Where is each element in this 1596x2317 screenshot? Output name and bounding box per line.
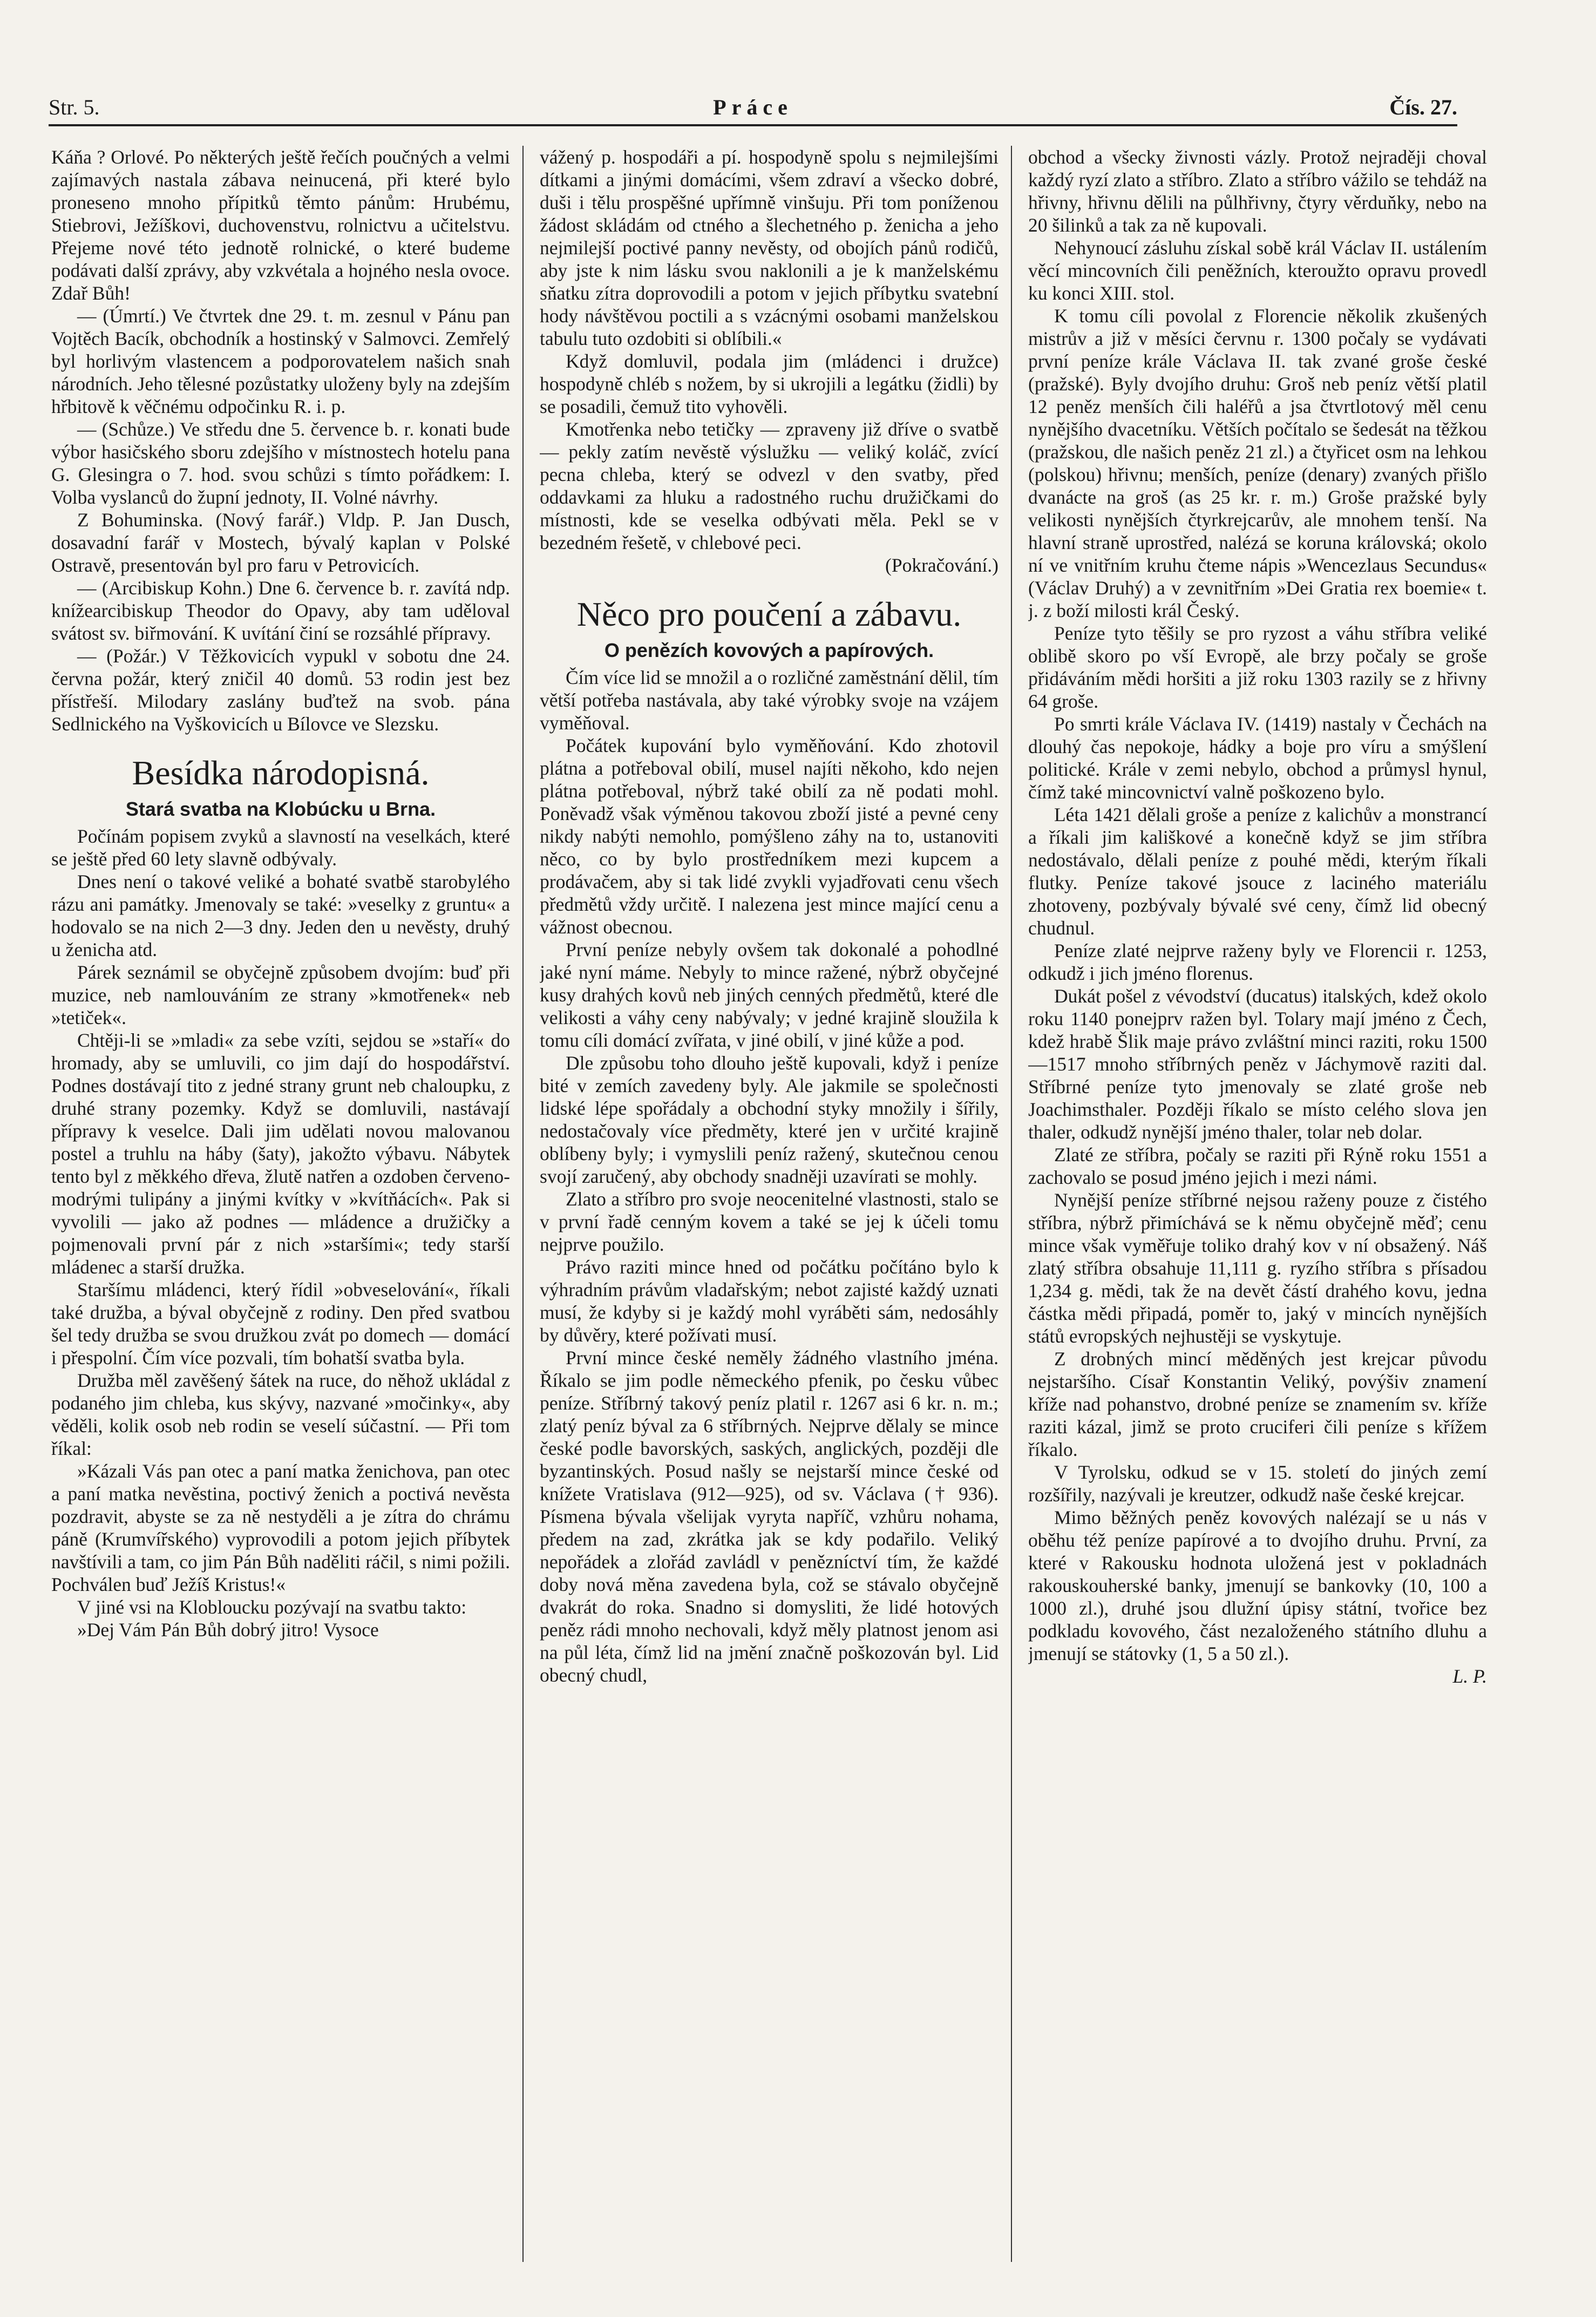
paragraph: Počínám popisem zvyků a slavností na veselkách, které se ještě před 60 lety slavně odbývaly. bbox=[51, 825, 510, 870]
paragraph: První mince české neměly žádného vlastního jména. Říkalo se jim podle německého pfenik, po česku vůbec peníze. Stříbrný takový peníz platil r. 1267 asi 6 kr. n. m.; zlatý peníz býval za 6 stříbrných. Nejprve dělaly se mince české podle bavorských, saských, anglických, později dle byzantinských. Posud našly se nejstarší mince české od knížete Vratislava (912—925), od sv. Václava († 936). Písmena bývala všelijak vyryta napříč, vzhůru nohama, předem na zad, zkrátka jak se kdy podařilo. Veliký nepořádek a zlořád zavládl v penězníctví tím, že každé doby nová měna zavedena byla, což se stávalo obyčejně dvakrát do roka. Snadno si domysliti, že lidé hotových peněz rádi mnoho nechovali, když měly platnost jenom asi na půl léta, čímž lid na jmění značně poškozován byl. Lid obecný chudl, bbox=[540, 1347, 999, 1686]
paragraph: Peníze zlaté nejprve raženy byly ve Florencii r. 1253, odkudž i jich jméno florenus. bbox=[1028, 940, 1487, 984]
section-heading: Besídka národopisná. bbox=[132, 754, 430, 792]
page-header bbox=[49, 86, 1457, 126]
section-subheading: Stará svatba na Klobúcku u Brna. bbox=[125, 798, 436, 820]
paragraph: — (Úmrtí.) Ve čtvrtek dne 29. t. m. zesnul v Pánu pan Vojtěch Bacík, obchodník a hostinský v Salmovci. Zemřelý byl horlivým vlastencem a podporovatelem našich snah národních. Jeho tělesné pozůstatky uloženy byly na zdejším hřbitově k věčnému odpočinku R. i. p. bbox=[51, 305, 510, 417]
page-number: Str. 5. bbox=[49, 95, 100, 119]
paragraph: Družba měl zavěšený šátek na ruce, do něhož ukládal z podaného jim chleba, kus skývy, nazvané »močinky«, aby věděli, kolik osob neb rodin se veselí súčastní. — Při tom říkal: bbox=[51, 1370, 510, 1459]
paragraph: — (Schůze.) Ve středu dne 5. července b. r. konati bude výbor hasičského sboru zdejšího v místnostech hotelu pana G. Glesingra o 7. hod. svou schůzi s tímto pořádkem: I. Volba vyslanců do župní jednoty, II. Volné návrhy. bbox=[51, 418, 510, 508]
paragraph: »Kázali Vás pan otec a paní matka ženichova, pan otec a paní matka nevěstina, poctivý ženich a poctivá nevěsta pozdravit, abyste se za ně nestyděli a je zítra do chrámu páně (Krumvířského) vyprovodili a potom jejich příbytek navštívili a tam, co jim Pán Bůh naděliti ráčil, s nimi požili. Pochválen buď Ježíš Kristus!« bbox=[51, 1460, 510, 1595]
paragraph: Z Bohuminska. (Nový farář.) Vldp. P. Jan Dusch, dosavadní farář v Mostech, bývalý kaplan v Polské Ostravě, presentován byl pro faru v Petrovicích. bbox=[51, 509, 510, 576]
paragraph: V jiné vsi na Klobloucku pozývají na svatbu takto: bbox=[77, 1596, 467, 1618]
paragraph: — (Arcibiskup Kohn.) Dne 6. července b. r. zavítá ndp. knížearcibiskup Theodor do Opavy, aby tam uděloval svátost sv. biřmování. K uvítání činí se rozsáhlé přípravy. bbox=[51, 577, 510, 644]
paragraph: V Tyrolsku, odkud se v 15. století do jiných zemí rozšířily, nazývali je kreutzer, odkudž naše české krejcar. bbox=[1028, 1461, 1487, 1506]
paragraph: Čím více lid se množil a o rozličné zaměstnání dělil, tím větší potřeba nastávala, aby také výrobky svoje na vzájem vyměňoval. bbox=[540, 667, 999, 734]
paragraph: Chtěji-li se »mladi« za sebe vzíti, sejdou se »staří« do hromady, aby se umluvili, co jim dají do hospodářství. Podnes dostávají tito z jedné strany grunt neb chaloupku, z druhé strany pozemky. Když se domluvili, nastávají přípravy k veselce. Dali jim udělati novou malovanou postel a truhlu na háby (šaty), jakožto výbavu. Nábytek tento byl z měkkého dřeva, žlutě natřen a ozdoben červeno-modrými tulipány a jinými kvítky v »kvítňácích«. Pak si vyvolili — jako až podnes — mládence a družičky a pojmenovali první pár z nich »staršími«; tedy starší mládenec a starší družka. bbox=[51, 1029, 510, 1278]
paragraph: Po smrti krále Václava IV. (1419) nastaly v Čechách na dlouhý čas nepokoje, hádky a boje pro víru a smýšlení politické. Krále v zemi nebylo, obchod a průmysl hynul, čímž také mincovnictví valně poškozeno bylo. bbox=[1028, 713, 1487, 803]
paragraph: Léta 1421 dělali groše a peníze z kalichův a monstrancí a říkali jim kališkové a konečně když se jim stříbra nedostávalo, dělali peníze z pouhé mědi, kterým říkali flutky. Peníze takové jsouce z laciného materiálu zhotoveny, pozbývaly bývalé své ceny, čímž lid obecný chudnul. bbox=[1028, 804, 1487, 939]
paragraph: — (Požár.) V Těžkovicích vypukl v sobotu dne 24. června požár, který zničil 40 domů. 53 rodin jest bez přístřeší. Milodary zaslány buďtež na svob. pána Sedlnického na Vyškovicích u Bílovce ve Slezsku. bbox=[51, 645, 510, 735]
paragraph: Dnes není o takové veliké a bohaté svatbě starobylého rázu ani památky. Jmenovaly se také: »veselky z gruntu« a hodovalo se na nich 2—3 dny. Jeden den u nevěsty, druhý u ženicha atd. bbox=[51, 871, 510, 960]
paragraph: Peníze tyto těšily se pro ryzost a váhu stříbra veliké oblibě skoro po vší Evropě, ale brzy počaly se groše přidáváním mědi horšiti a již roku 1303 razily se z hřivny 64 groše. bbox=[1028, 622, 1487, 712]
paragraph: Staršímu mládenci, který řídil »obveselování«, říkali také družba, a býval obyčejně z rodiny. Den před svatbou šel tedy družba se svou družkou zvát po domech — domácí i přespolní. Čím více pozvali, tím bohatší svatba byla. bbox=[51, 1279, 510, 1368]
paragraph: Z drobných mincí měděných jest krejcar původu nejstaršího. Císař Konstantin Veliký, povýšiv znamení kříže nad pohanstvo, drobné peníze se znamením sv. kříže raziti kázal, jimž se proto cruciferi čili peníze s křížem říkalo. bbox=[1028, 1348, 1487, 1460]
paragraph: První peníze nebyly ovšem tak dokonalé a pohodlné jaké nyní máme. Nebyly to mince ražené, nýbrž obyčejné kusy drahých kovů neb jiných cenných předmětů, které dle velikosti a váhy ceny nabývaly; v jedné krajině sloužila k tomu cíli domácí zvířata, v jiné obilí, v jiné kůže a pod. bbox=[540, 939, 999, 1051]
paragraph: Nehynoucí zásluhu získal sobě král Václav II. ustálením věcí mincovních čili peněžních, kteroužto opravu provedl ku konci XIII. stol. bbox=[1028, 237, 1487, 304]
issue-number: Čís. 27. bbox=[1389, 95, 1457, 119]
paragraph: »Dej Vám Pán Bůh dobrý jitro! Vysoce bbox=[77, 1619, 379, 1641]
paragraph: Počátek kupování bylo vyměňování. Kdo zhotovil plátna a potřeboval obilí, musel najíti někoho, kdo nejen plátna potřeboval, nýbrž také obilí za ně podati mohl. Poněvadž však výměnou takovou zboží jisté a pevné ceny nikdy nabýti nemohlo, pomýšleno záhy na to, ustanoviti něco, co by bylo prostředníkem mezi kupcem a prodávačem, aby si tak lidé zvykli vyjadřovati cenu všech předmětů vždy určitě. I nalezena jest mince mající cenu a vážnost obecnou. bbox=[540, 735, 999, 938]
paragraph: Káňa ? Orlové. Po některých ještě řečích poučných a velmi zajímavých nastala zábava neinucená, při které bylo proneseno mnoho přípitků těmto pánům: Hrubému, Stiebrovi, Ježíškovi, duchovenstvu, rolnictvu a učitelstvu. Přejeme nové této jednotě rolnické, o které budeme podávati další zprávy, aby vzkvétala a hojného nesla ovoce. Zdař Bůh! bbox=[51, 146, 510, 304]
column-rule bbox=[1011, 146, 1012, 2262]
column-2 bbox=[540, 146, 999, 2262]
column-rule bbox=[522, 146, 524, 2262]
paragraph: Právo raziti mince hned od počátku počítáno bylo k výhradním právům vladařským; nebot zajisté každý uznati musí, že kdyby si je každý mohl vyráběti sám, nedosáhly by důvěry, které požívati musí. bbox=[540, 1256, 999, 1346]
paragraph: Dukát pošel z vévodství (ducatus) italských, kdež okolo roku 1140 ponejprv ražen byl. Tolary mají jméno z Čech, kdež hrabě Šlik maje právo zvláštní minci raziti, roku 1500—1517 mnoho stříbrných peněz v Jáchymově raziti dal. Stříbrné peníze tyto jmenovaly se zlaté groše neb Joachimsthaler. Později říkalo se místo celého slova jen thaler, odkudž nynější jméno thaler, tolar neb dolar. bbox=[1028, 985, 1487, 1143]
paragraph: Když domluvil, podala jim (mládenci i družce) hospodyně chléb s nožem, by si ukrojili a legátku (židli) by se posadili, čemuž tito vyhověli. bbox=[540, 350, 999, 417]
section-heading: Něco pro poučení a zábavu. bbox=[576, 595, 962, 633]
column-3 bbox=[1028, 146, 1487, 2262]
paragraph: K tomu cíli povolal z Florencie několik zkušených mistrův a již v měsíci červnu r. 1300 počaly se vydávati první peníze krále Václava II. tak zvané groše české (pražské). Byly dvojího druhu: Groš neb peníz větší platil 12 peněz menších čili haléřů a jsa čtvrtlotový měl cenu nynějšího dvacetníku. Větších počítalo se šedesát na těžkou (pražskou, dle našich peněz 21 zl.) a čtyřicet osm na lehkou (polskou) hřivnu; menších, peníze (denary) zvaných přišlo dvanácte na groš (as 25 kr. r. m.) Groše pražské byly velikosti nynějších čtyrkrejcarův, ale mnohem tenší. Na hlavní straně uprostřed, nalézá se koruna královská; okolo ní ve vnitřním kruhu čteme nápis »Wencezlaus Secundus« (Václav Druhý) a v zevnitřním »Dei Gratia rex boemie« t. j. z boží milosti král Český. bbox=[1028, 305, 1487, 621]
paragraph: Dle způsobu toho dlouho ještě kupovali, když i peníze bité v zemích zavedeny byly. Ale jakmile se společnosti lidské lépe spořádaly a obchodní styky množily i šířily, nedostačovaly více předměty, které jen v určité krajině oblíbeny byly; i vymyslili peníz ražený, skutečnou cenou svojí zaručený, aby obchody snadněji uzavírati se mohly. bbox=[540, 1052, 999, 1187]
paragraph: Párek seznámil se obyčejně způsobem dvojím: buď při muzice, neb namlouváním ze strany »kmotřenek« neb »tetiček«. bbox=[51, 961, 510, 1028]
author-signature: L. P. bbox=[1452, 1665, 1487, 1687]
paragraph: Zlaté ze stříbra, počaly se raziti při Rýně roku 1551 a zachovalo se posud jméno jejich i mezi námi. bbox=[1028, 1144, 1487, 1188]
paragraph: obchod a všecky živnosti vázly. Protož nejraději choval každý ryzí zlato a stříbro. Zlato a stříbro vážilo se tehdáž na hřivny, hřivnu dělili na půlhřivny, čtyry věrduňky, nebo na 20 šilinků a tak za ně kupovali. bbox=[1028, 146, 1487, 236]
continued-note: (Pokračování.) bbox=[885, 554, 999, 576]
paragraph: Kmotřenka nebo tetičky — zpraveny již dříve o svatbě — pekly zatím nevěstě výslužku — veliký koláč, zvící pecna chleba, který se odvezl v den svatby, před oddavkami za hluku a radostného ruchu družičkami do místnosti, kde se veselka odbývati měla. Pekl se v bezedném řešetě, v chlebové peci. bbox=[540, 418, 999, 553]
section-subheading: O penězích kovových a papírových. bbox=[604, 639, 934, 661]
paragraph: Nynější peníze stříbrné nejsou raženy pouze z čistého stříbra, nýbrž přimíchává se k němu obyčejně měď; cenu mince však vyměřuje toliko drahý kov v ní obsažený. Náš zlatý stříbra obsahuje 11,111 g. ryzího stříbra s přísadou 1,234 g. mědi, tak že na devět částí drahého kovu, jedna částka mědi připadá, poměr to, jaký v mincích nynějších států evropských nejhustěji se vyskytuje. bbox=[1028, 1189, 1487, 1347]
newspaper-title: Práce bbox=[713, 95, 793, 119]
paragraph: vážený p. hospodáři a pí. hospodyně spolu s nejmilejšími dítkami a jinými domácími, všem zdraví a všecko dobré, duši i tělu prospěšné upřímně vinšuju. Při tom poníženou žádost skládám od ctného a šlechetného p. ženicha a jeho nejmilejší poctivé panny nevěsty, od obojích pánů rodičů, aby jste k nim lásku svou naklonili a je k manželskému sňatku zítra doprovodili a potom v jejich příbytku svatební hody návštěvou poctili a s vzácnými osobami manželskou tabulu tuto ozdobiti si oblíbili.« bbox=[540, 146, 999, 349]
paragraph: Zlato a stříbro pro svoje neocenitelné vlastnosti, stalo se v první řadě cenným kovem a také se jej k účeli tomu nejprve použilo. bbox=[540, 1188, 999, 1255]
column-1 bbox=[51, 146, 510, 2262]
paragraph: Mimo běžných peněz kovových nalézají se u nás v oběhu též peníze papírové a to dvojího druhu. První, za které v Rakousku hodnota uložená jest v pokladnách rakouskouherské banky, jmenují se bankovky (10, 100 a 1000 zl.), druhé jsou dlužní úpisy státní, tvořice bez podkladu kovového, část nezaloženého státního dluhu a jmenují se státovky (1, 5 a 50 zl.). bbox=[1028, 1507, 1487, 1664]
